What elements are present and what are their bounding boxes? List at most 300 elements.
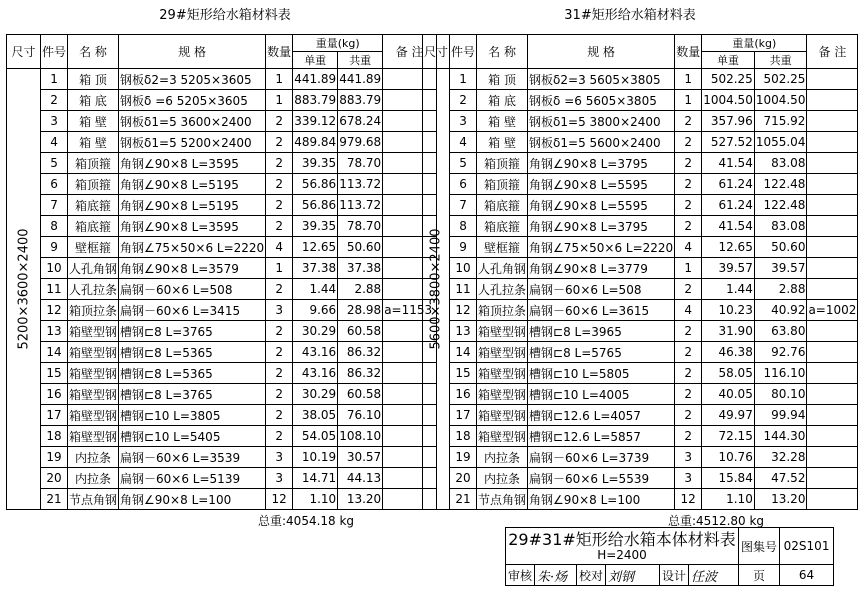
item-name: 箱顶拉条 <box>68 300 119 321</box>
item-note <box>807 384 858 405</box>
item-note <box>807 405 858 426</box>
item-number: 13 <box>41 321 68 342</box>
item-total-weight: 44.13 <box>338 468 383 489</box>
item-qty: 2 <box>266 132 293 153</box>
table-row <box>423 237 858 258</box>
item-total-weight: 37.38 <box>338 258 383 279</box>
header-name: 名 称 <box>68 35 119 69</box>
item-spec: 角钢∠90×8 L=3795 <box>528 153 675 174</box>
item-note <box>807 132 858 153</box>
item-name: 箱 壁 <box>68 111 119 132</box>
item-spec: 槽钢⊏12.6 L=5857 <box>528 426 675 447</box>
item-total-weight: 40.92 <box>754 300 807 321</box>
item-name: 箱壁型钢 <box>477 426 528 447</box>
item-number: 18 <box>450 426 477 447</box>
item-number: 17 <box>450 405 477 426</box>
table-row <box>423 69 858 90</box>
item-number: 11 <box>450 279 477 300</box>
item-total-weight: 144.30 <box>754 426 807 447</box>
item-unit-weight: 9.66 <box>293 300 338 321</box>
item-spec: 槽钢⊏8 L=5765 <box>528 342 675 363</box>
header-qty: 数量 <box>266 35 293 69</box>
item-unit-weight: 883.79 <box>293 90 338 111</box>
item-qty: 2 <box>675 153 702 174</box>
item-unit-weight: 15.84 <box>702 468 755 489</box>
item-number: 20 <box>450 468 477 489</box>
item-name: 箱壁型钢 <box>68 321 119 342</box>
item-number: 11 <box>41 279 68 300</box>
item-spec: 角钢∠90×8 L=3779 <box>528 258 675 279</box>
table-row <box>7 69 437 90</box>
item-name: 箱 底 <box>477 90 528 111</box>
item-unit-weight: 30.29 <box>293 321 338 342</box>
item-name: 箱壁型钢 <box>68 342 119 363</box>
table-row <box>7 468 437 489</box>
item-qty: 2 <box>675 195 702 216</box>
design-label: 设计 <box>660 565 689 586</box>
item-number: 14 <box>41 342 68 363</box>
item-spec: 槽钢⊏8 L=5365 <box>119 363 266 384</box>
item-name: 箱 底 <box>68 90 119 111</box>
atlas-label: 图集号 <box>739 528 780 565</box>
item-name: 内拉条 <box>68 447 119 468</box>
item-total-weight: 113.72 <box>338 174 383 195</box>
item-spec: 槽钢⊏8 L=5365 <box>119 342 266 363</box>
item-qty: 2 <box>675 426 702 447</box>
item-spec: 角钢∠90×8 L=3595 <box>119 153 266 174</box>
item-number: 15 <box>41 363 68 384</box>
item-total-weight: 76.10 <box>338 405 383 426</box>
table-row <box>423 447 858 468</box>
item-unit-weight: 12.65 <box>702 237 755 258</box>
header-qty: 数量 <box>675 35 702 69</box>
item-qty: 2 <box>675 363 702 384</box>
item-name: 箱底箍 <box>68 195 119 216</box>
item-spec: 扁钢－60×6 L=5539 <box>528 468 675 489</box>
item-spec: 扁钢－60×6 L=3739 <box>528 447 675 468</box>
item-spec: 角钢∠90×8 L=5195 <box>119 195 266 216</box>
item-number: 12 <box>450 300 477 321</box>
item-spec: 角钢∠90×8 L=5595 <box>528 195 675 216</box>
item-qty: 2 <box>266 111 293 132</box>
item-name: 箱 壁 <box>477 132 528 153</box>
item-unit-weight: 41.54 <box>702 216 755 237</box>
item-unit-weight: 61.24 <box>702 174 755 195</box>
item-name: 箱壁型钢 <box>68 363 119 384</box>
title-block-title-cell <box>506 528 739 565</box>
item-spec: 槽钢⊏8 L=3765 <box>119 321 266 342</box>
item-name: 壁框箍 <box>477 237 528 258</box>
item-name: 箱壁型钢 <box>477 363 528 384</box>
item-name: 箱壁型钢 <box>68 405 119 426</box>
item-spec: 钢板δ1=5 3800×2400 <box>528 111 675 132</box>
item-name: 箱壁型钢 <box>477 342 528 363</box>
item-total-weight: 502.25 <box>754 69 807 90</box>
item-number: 19 <box>41 447 68 468</box>
table-row <box>423 426 858 447</box>
table-row <box>7 258 437 279</box>
item-number: 10 <box>450 258 477 279</box>
check-label: 校对 <box>577 565 606 586</box>
item-qty: 3 <box>675 468 702 489</box>
header-note: 备 注 <box>807 35 858 69</box>
item-unit-weight: 56.86 <box>293 174 338 195</box>
item-spec: 角钢∠75×50×6 L=2220 <box>119 237 266 258</box>
item-spec: 角钢∠90×8 L=100 <box>528 489 675 510</box>
item-note <box>807 216 858 237</box>
item-number: 7 <box>41 195 68 216</box>
item-spec: 扁钢－60×6 L=3539 <box>119 447 266 468</box>
dimension-cell <box>423 69 450 510</box>
item-unit-weight: 46.38 <box>702 342 755 363</box>
item-qty: 2 <box>266 405 293 426</box>
item-number: 19 <box>450 447 477 468</box>
item-total-weight: 60.58 <box>338 384 383 405</box>
item-note <box>807 447 858 468</box>
item-spec: 槽钢⊏10 L=5805 <box>528 363 675 384</box>
item-unit-weight: 10.23 <box>702 300 755 321</box>
item-spec: 角钢∠90×8 L=3595 <box>119 216 266 237</box>
item-qty: 2 <box>675 342 702 363</box>
item-total-weight: 30.57 <box>338 447 383 468</box>
item-unit-weight: 39.35 <box>293 153 338 174</box>
header-weight: 重量(kg) <box>293 35 383 52</box>
item-qty: 2 <box>266 384 293 405</box>
item-note <box>807 111 858 132</box>
item-unit-weight: 37.38 <box>293 258 338 279</box>
item-spec: 角钢∠90×8 L=100 <box>119 489 266 510</box>
item-qty: 2 <box>675 111 702 132</box>
item-qty: 2 <box>266 321 293 342</box>
item-unit-weight: 31.90 <box>702 321 755 342</box>
title-block-subtitle: H=2400 <box>597 547 647 562</box>
item-number: 17 <box>41 405 68 426</box>
table-row <box>423 489 858 510</box>
item-note <box>807 258 858 279</box>
item-number: 18 <box>41 426 68 447</box>
item-total-weight: 1004.50 <box>754 90 807 111</box>
item-qty: 2 <box>675 279 702 300</box>
table-row <box>423 468 858 489</box>
table-row <box>7 90 437 111</box>
left-total-weight: 总重:4054.18 kg <box>258 514 355 528</box>
item-name: 箱壁型钢 <box>68 384 119 405</box>
header-weight: 重量(kg) <box>702 35 807 52</box>
item-spec: 角钢∠90×8 L=5595 <box>528 174 675 195</box>
item-name: 箱顶箍 <box>477 174 528 195</box>
item-number: 5 <box>41 153 68 174</box>
item-note <box>807 174 858 195</box>
item-number: 12 <box>41 300 68 321</box>
item-number: 1 <box>450 69 477 90</box>
check-signature: 刘钢 <box>606 565 660 586</box>
item-number: 6 <box>41 174 68 195</box>
item-note <box>807 153 858 174</box>
item-unit-weight: 40.05 <box>702 384 755 405</box>
table-row <box>423 174 858 195</box>
item-unit-weight: 72.15 <box>702 426 755 447</box>
item-qty: 1 <box>675 69 702 90</box>
item-name: 箱 顶 <box>477 69 528 90</box>
item-unit-weight: 54.05 <box>293 426 338 447</box>
item-qty: 2 <box>266 342 293 363</box>
item-unit-weight: 39.35 <box>293 216 338 237</box>
item-total-weight: 883.79 <box>338 90 383 111</box>
item-number: 4 <box>41 132 68 153</box>
left-table-body <box>7 69 437 510</box>
table-row <box>7 174 437 195</box>
item-note: a=1153 <box>383 300 437 321</box>
item-unit-weight: 1.44 <box>702 279 755 300</box>
header-unit-weight: 单重 <box>702 52 755 69</box>
item-note <box>807 90 858 111</box>
item-unit-weight: 357.96 <box>702 111 755 132</box>
item-number: 10 <box>41 258 68 279</box>
item-total-weight: 39.57 <box>754 258 807 279</box>
item-qty: 2 <box>266 153 293 174</box>
item-spec: 扁钢－60×6 L=5139 <box>119 468 266 489</box>
item-name: 壁框箍 <box>68 237 119 258</box>
item-note <box>807 426 858 447</box>
item-number: 6 <box>450 174 477 195</box>
item-unit-weight: 56.86 <box>293 195 338 216</box>
item-qty: 1 <box>266 90 293 111</box>
table-row <box>7 447 437 468</box>
item-total-weight: 99.94 <box>754 405 807 426</box>
item-spec: 扁钢－60×6 L=508 <box>528 279 675 300</box>
item-unit-weight: 41.54 <box>702 153 755 174</box>
item-name: 箱顶箍 <box>68 174 119 195</box>
item-note <box>807 69 858 90</box>
item-number: 14 <box>450 342 477 363</box>
review-signature: 朱·炀 <box>535 565 577 586</box>
item-total-weight: 678.24 <box>338 111 383 132</box>
right-total-weight: 总重:4512.80 kg <box>668 514 765 528</box>
item-name: 人孔拉条 <box>68 279 119 300</box>
item-number: 13 <box>450 321 477 342</box>
item-total-weight: 60.58 <box>338 321 383 342</box>
item-qty: 1 <box>266 69 293 90</box>
table-row <box>423 342 858 363</box>
item-unit-weight: 10.76 <box>702 447 755 468</box>
item-spec: 钢板δ2=3 5605×3805 <box>528 69 675 90</box>
item-qty: 2 <box>266 216 293 237</box>
item-total-weight: 92.76 <box>754 342 807 363</box>
item-total-weight: 715.92 <box>754 111 807 132</box>
header-dim: 尺寸 <box>7 35 41 69</box>
item-name: 箱壁型钢 <box>477 321 528 342</box>
item-total-weight: 2.88 <box>338 279 383 300</box>
item-name: 内拉条 <box>68 468 119 489</box>
item-number: 15 <box>450 363 477 384</box>
item-total-weight: 86.32 <box>338 363 383 384</box>
item-name: 人孔角钢 <box>68 258 119 279</box>
item-unit-weight: 43.16 <box>293 342 338 363</box>
item-name: 箱底箍 <box>68 216 119 237</box>
table-row <box>7 237 437 258</box>
item-number: 16 <box>450 384 477 405</box>
item-qty: 12 <box>266 489 293 510</box>
item-total-weight: 1055.04 <box>754 132 807 153</box>
table-row <box>7 405 437 426</box>
review-label: 审核 <box>506 565 535 586</box>
item-spec: 钢板δ1=5 5600×2400 <box>528 132 675 153</box>
item-name: 箱顶拉条 <box>477 300 528 321</box>
item-spec: 角钢∠90×8 L=5195 <box>119 174 266 195</box>
item-spec: 槽钢⊏8 L=3965 <box>528 321 675 342</box>
item-spec: 槽钢⊏12.6 L=4057 <box>528 405 675 426</box>
item-name: 箱 顶 <box>68 69 119 90</box>
item-total-weight: 116.10 <box>754 363 807 384</box>
item-qty: 2 <box>675 174 702 195</box>
item-unit-weight: 10.19 <box>293 447 338 468</box>
item-name: 人孔拉条 <box>477 279 528 300</box>
item-qty: 2 <box>266 279 293 300</box>
item-total-weight: 122.48 <box>754 174 807 195</box>
item-number: 3 <box>41 111 68 132</box>
item-total-weight: 63.80 <box>754 321 807 342</box>
item-unit-weight: 14.71 <box>293 468 338 489</box>
item-spec: 扁钢－60×6 L=3615 <box>528 300 675 321</box>
item-qty: 3 <box>675 447 702 468</box>
item-spec: 扁钢－60×6 L=3415 <box>119 300 266 321</box>
item-unit-weight: 1.44 <box>293 279 338 300</box>
item-number: 21 <box>41 489 68 510</box>
item-total-weight: 108.10 <box>338 426 383 447</box>
table-row <box>7 153 437 174</box>
item-qty: 12 <box>675 489 702 510</box>
table-row <box>423 405 858 426</box>
dimension-label: 5200×3600×2400 <box>16 228 31 350</box>
table-row <box>7 426 437 447</box>
item-note <box>807 195 858 216</box>
item-unit-weight: 1004.50 <box>702 90 755 111</box>
item-note <box>807 342 858 363</box>
item-total-weight: 83.08 <box>754 153 807 174</box>
item-note: a=1002 <box>807 300 858 321</box>
item-name: 节点角钢 <box>68 489 119 510</box>
item-unit-weight: 43.16 <box>293 363 338 384</box>
header-no: 件号 <box>450 35 477 69</box>
item-qty: 1 <box>675 258 702 279</box>
item-name: 内拉条 <box>477 447 528 468</box>
item-total-weight: 83.08 <box>754 216 807 237</box>
item-name: 箱底箍 <box>477 195 528 216</box>
item-total-weight: 47.52 <box>754 468 807 489</box>
item-number: 9 <box>41 237 68 258</box>
item-spec: 钢板δ =6 5605×3805 <box>528 90 675 111</box>
table-row <box>7 195 437 216</box>
item-number: 20 <box>41 468 68 489</box>
item-unit-weight: 1.10 <box>702 489 755 510</box>
item-total-weight: 122.48 <box>754 195 807 216</box>
item-qty: 2 <box>675 216 702 237</box>
item-name: 箱底箍 <box>477 216 528 237</box>
item-total-weight: 979.68 <box>338 132 383 153</box>
item-unit-weight: 30.29 <box>293 384 338 405</box>
item-qty: 4 <box>675 237 702 258</box>
item-spec: 角钢∠75×50×6 L=2220 <box>528 237 675 258</box>
item-name: 箱壁型钢 <box>477 405 528 426</box>
right-table-body <box>423 69 858 510</box>
table-row <box>7 132 437 153</box>
table-row <box>423 153 858 174</box>
item-qty: 2 <box>266 426 293 447</box>
item-total-weight: 32.28 <box>754 447 807 468</box>
table-row <box>423 195 858 216</box>
left-material-table <box>6 34 437 510</box>
item-name: 箱顶箍 <box>68 153 119 174</box>
right-material-table <box>422 34 858 510</box>
right-table-title: 31#矩形给水箱材料表 <box>564 8 696 23</box>
item-spec: 槽钢⊏10 L=5405 <box>119 426 266 447</box>
item-spec: 钢板δ2=3 5205×3605 <box>119 69 266 90</box>
item-unit-weight: 441.89 <box>293 69 338 90</box>
table-row <box>423 258 858 279</box>
item-number: 21 <box>450 489 477 510</box>
item-name: 箱顶箍 <box>477 153 528 174</box>
item-number: 16 <box>41 384 68 405</box>
item-name: 内拉条 <box>477 468 528 489</box>
item-note <box>807 321 858 342</box>
header-spec: 规 格 <box>119 35 266 69</box>
table-row <box>7 216 437 237</box>
table-row <box>423 111 858 132</box>
header-unit-weight: 单重 <box>293 52 338 69</box>
item-qty: 2 <box>266 174 293 195</box>
item-total-weight: 80.10 <box>754 384 807 405</box>
item-spec: 角钢∠90×8 L=3579 <box>119 258 266 279</box>
item-total-weight: 13.20 <box>754 489 807 510</box>
table-row <box>423 279 858 300</box>
item-unit-weight: 39.57 <box>702 258 755 279</box>
table-row <box>7 363 437 384</box>
table-row <box>423 90 858 111</box>
item-total-weight: 28.98 <box>338 300 383 321</box>
item-total-weight: 441.89 <box>338 69 383 90</box>
item-name: 箱 壁 <box>68 132 119 153</box>
header-total-weight: 共重 <box>338 52 383 69</box>
table-row <box>423 384 858 405</box>
table-row <box>7 279 437 300</box>
header-name: 名 称 <box>477 35 528 69</box>
item-total-weight: 86.32 <box>338 342 383 363</box>
item-qty: 1 <box>675 90 702 111</box>
item-name: 节点角钢 <box>477 489 528 510</box>
item-qty: 2 <box>266 363 293 384</box>
item-qty: 3 <box>266 468 293 489</box>
item-total-weight: 50.60 <box>338 237 383 258</box>
item-spec: 槽钢⊏10 L=4005 <box>528 384 675 405</box>
item-total-weight: 78.70 <box>338 216 383 237</box>
left-table-title: 29#矩形给水箱材料表 <box>159 8 291 23</box>
item-unit-weight: 1.10 <box>293 489 338 510</box>
table-row <box>423 132 858 153</box>
item-number: 2 <box>41 90 68 111</box>
header-note: 备 注 <box>383 35 437 69</box>
table-row <box>7 384 437 405</box>
item-unit-weight: 12.65 <box>293 237 338 258</box>
item-unit-weight: 339.12 <box>293 111 338 132</box>
item-number: 3 <box>450 111 477 132</box>
table-row <box>7 321 437 342</box>
item-spec: 钢板δ1=5 3600×2400 <box>119 111 266 132</box>
table-row <box>423 300 858 321</box>
header-spec: 规 格 <box>528 35 675 69</box>
item-qty: 2 <box>675 384 702 405</box>
item-spec: 钢板δ =6 5205×3605 <box>119 90 266 111</box>
page-label: 页 <box>739 565 780 586</box>
